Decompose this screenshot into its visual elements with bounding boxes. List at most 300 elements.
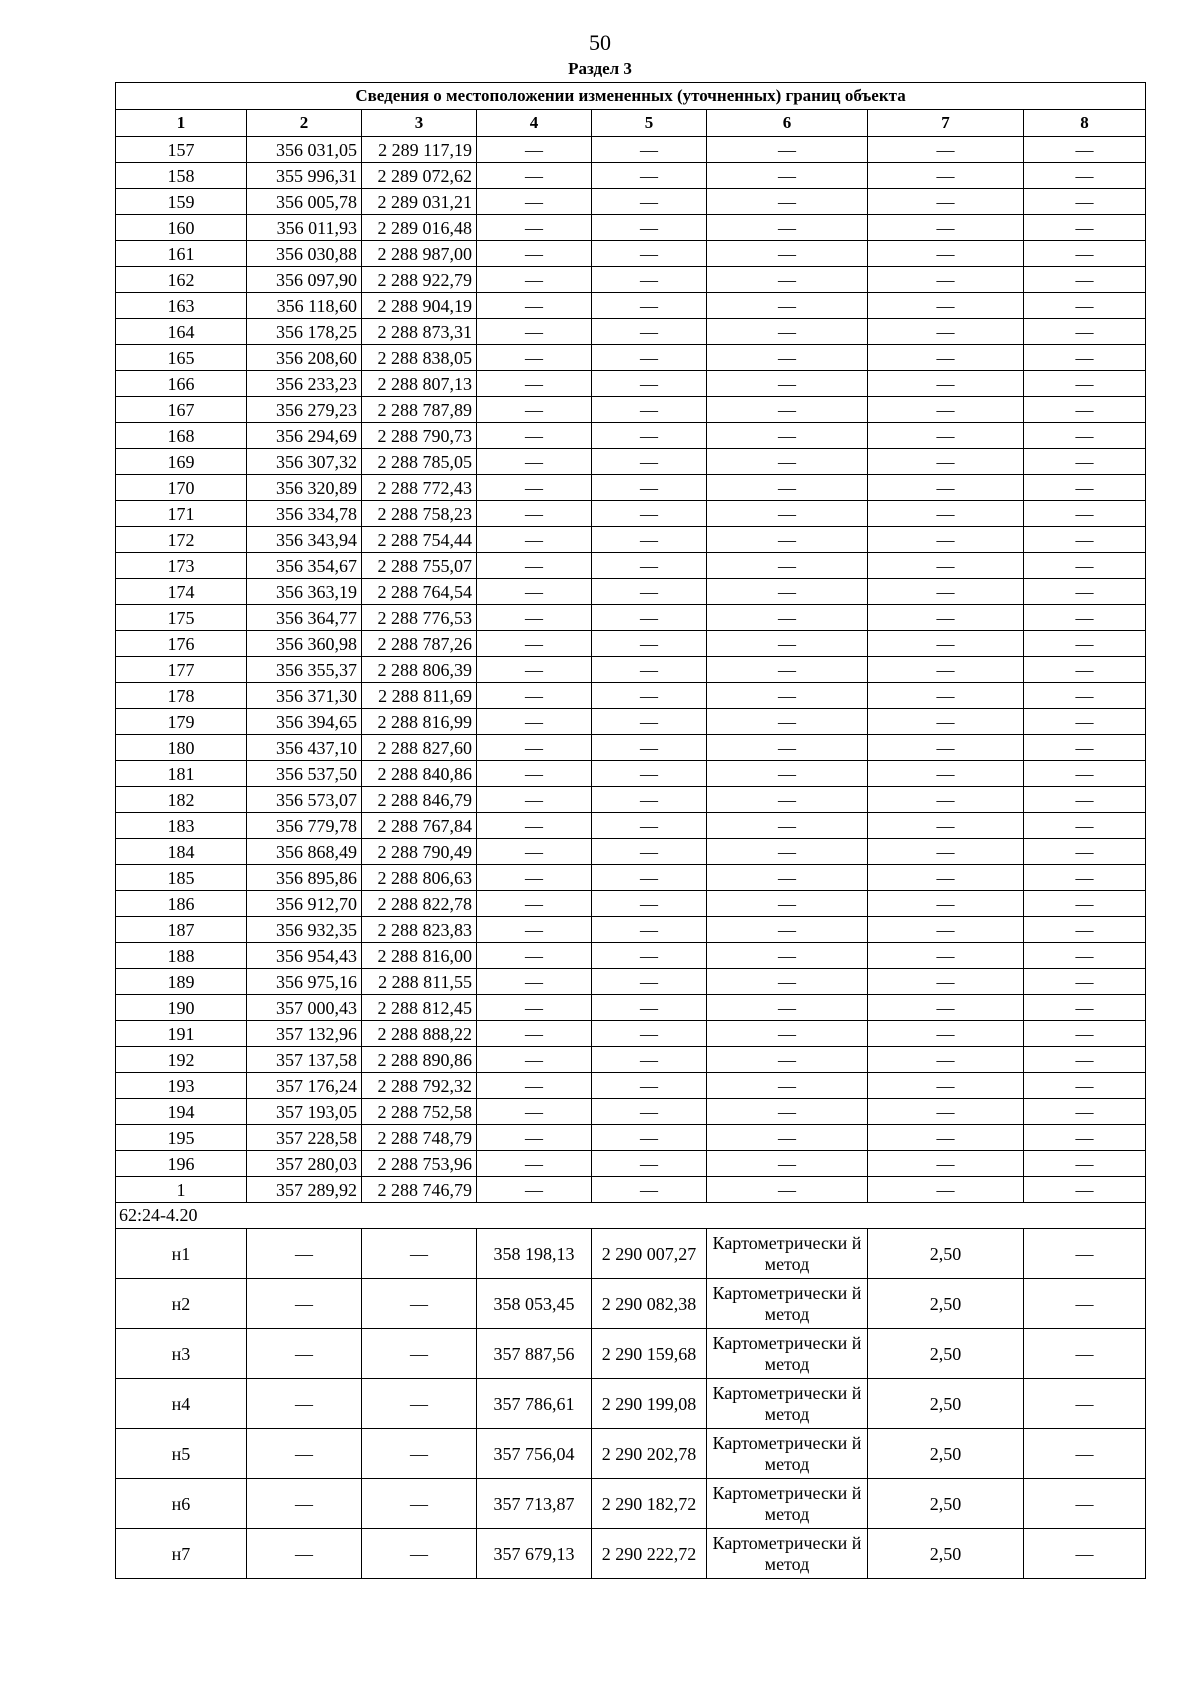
table-row [116,1151,1146,1177]
table-row [116,1047,1146,1073]
table-cell: — [868,1151,1024,1177]
table-cell: — [1024,137,1146,163]
table-cell: — [868,943,1024,969]
table-cell: 2 288 755,07 [362,553,477,579]
table-cell: — [592,969,707,995]
table-cell: — [868,787,1024,813]
table-cell: 355 996,31 [247,163,362,189]
table-cell: — [868,397,1024,423]
table-cell: — [592,215,707,241]
table-row [116,553,1146,579]
table-cell: н6 [116,1479,247,1529]
table-cell: — [1024,267,1146,293]
table-cell: — [868,423,1024,449]
table-cell: 356 932,35 [247,917,362,943]
table-cell: 162 [116,267,247,293]
table-cell: 356 030,88 [247,241,362,267]
table-cell: — [707,1151,868,1177]
table-cell: 356 208,60 [247,345,362,371]
table-cell: 170 [116,475,247,501]
table-row [116,1279,1146,1329]
table-cell: 2 288 922,79 [362,267,477,293]
table-cell: — [592,943,707,969]
table-cell: 2 288 748,79 [362,1125,477,1151]
table-cell: — [477,787,592,813]
table-cell: 2,50 [868,1379,1024,1429]
table-cell: 356 294,69 [247,423,362,449]
table-cell: 168 [116,423,247,449]
group-label-row [116,1203,1146,1229]
table-cell: — [477,397,592,423]
column-number: 5 [592,110,707,137]
table-cell: н7 [116,1529,247,1579]
table-cell: — [1024,813,1146,839]
table-cell: — [1024,969,1146,995]
table-cell: 171 [116,501,247,527]
table-cell: 2 288 840,86 [362,761,477,787]
table-cell: 2 290 082,38 [592,1279,707,1329]
table-cell: — [707,267,868,293]
table-cell: — [247,1379,362,1429]
table-cell: — [592,735,707,761]
table-cell: — [868,1125,1024,1151]
table-cell: 167 [116,397,247,423]
table-cell: — [592,865,707,891]
table-cell: — [592,1047,707,1073]
table-cell: — [592,137,707,163]
table-cell: 2 289 031,21 [362,189,477,215]
table-cell: 2 288 776,53 [362,605,477,631]
table-cell: 356 437,10 [247,735,362,761]
table-cell: — [1024,1073,1146,1099]
table-cell: 181 [116,761,247,787]
table-cell: — [1024,345,1146,371]
table-cell: — [1024,553,1146,579]
table-cell: 2 288 787,26 [362,631,477,657]
table-cell: — [707,891,868,917]
column-number: 3 [362,110,477,137]
table-cell: 357 713,87 [477,1479,592,1529]
table-cell: — [1024,163,1146,189]
table-cell: — [477,839,592,865]
table-cell: — [707,137,868,163]
table-cell: — [868,865,1024,891]
table-cell: Картометрически й метод [707,1329,868,1379]
table-row [116,1099,1146,1125]
table-cell: н3 [116,1329,247,1379]
section-title: Раздел 3 [568,59,632,78]
table-cell: — [1024,241,1146,267]
table-cell: — [1024,1379,1146,1429]
table-cell: 166 [116,371,247,397]
table-cell: 2 288 904,19 [362,293,477,319]
table-cell: — [707,917,868,943]
table-cell: н4 [116,1379,247,1429]
table-cell: — [477,189,592,215]
table-cell: — [1024,1125,1146,1151]
table-cell: — [868,631,1024,657]
boundary-table [115,82,1146,1579]
table-cell: — [477,1099,592,1125]
table-cell: 356 343,94 [247,527,362,553]
table-cell: 357 289,92 [247,1177,362,1203]
table-cell: — [868,1021,1024,1047]
table-cell: — [868,553,1024,579]
table-cell: 173 [116,553,247,579]
table-cell: — [592,449,707,475]
table-cell: 196 [116,1151,247,1177]
table-cell: 172 [116,527,247,553]
table-cell: — [477,371,592,397]
table-cell: — [1024,501,1146,527]
table-cell: — [592,475,707,501]
table-cell: — [707,1047,868,1073]
table-cell: — [477,865,592,891]
table-cell: Картометрически й метод [707,1379,868,1429]
table-cell: 2,50 [868,1279,1024,1329]
table-cell: н2 [116,1279,247,1329]
table-cell: 2 288 811,55 [362,969,477,995]
table-cell: — [477,475,592,501]
table-cell: 356 895,86 [247,865,362,891]
table-cell: — [868,345,1024,371]
table-cell: — [1024,709,1146,735]
table-cell: — [592,683,707,709]
table-cell: — [868,839,1024,865]
table-cell: 182 [116,787,247,813]
table-cell: — [707,397,868,423]
table-cell: 356 118,60 [247,293,362,319]
table-cell: — [1024,1329,1146,1379]
table-cell: — [868,319,1024,345]
table-cell: — [592,527,707,553]
table-cell: 179 [116,709,247,735]
table-cell: 2 290 199,08 [592,1379,707,1429]
table-cell: — [707,1073,868,1099]
table-cell: — [592,319,707,345]
table-row [116,1329,1146,1379]
table-cell: — [362,1479,477,1529]
table-row [116,839,1146,865]
table-cell: — [477,1125,592,1151]
table-cell: 356 912,70 [247,891,362,917]
table-row [116,683,1146,709]
table-cell: 188 [116,943,247,969]
table-cell: 2 288 807,13 [362,371,477,397]
table-cell: — [1024,189,1146,215]
table-cell: — [707,787,868,813]
table-cell: — [868,1073,1024,1099]
column-number: 8 [1024,110,1146,137]
table-cell: 356 178,25 [247,319,362,345]
table-cell: — [477,215,592,241]
table-cell: — [477,1021,592,1047]
table-cell: — [592,787,707,813]
table-cell: 164 [116,319,247,345]
table-cell: — [592,163,707,189]
table-row [116,657,1146,683]
column-number: 4 [477,110,592,137]
table-cell: — [247,1329,362,1379]
table-cell: — [707,969,868,995]
table-cell: — [477,579,592,605]
table-cell: — [477,241,592,267]
table-cell: 2 288 823,83 [362,917,477,943]
table-cell: — [1024,579,1146,605]
table-cell: 190 [116,995,247,1021]
table-cell: 356 394,65 [247,709,362,735]
table-row [116,163,1146,189]
table-cell: — [707,579,868,605]
table-cell: — [477,319,592,345]
table-row [116,345,1146,371]
table-cell: — [1024,1229,1146,1279]
table-cell: — [868,475,1024,501]
table-cell: н1 [116,1229,247,1279]
column-number: 6 [707,110,868,137]
table-cell: 356 354,67 [247,553,362,579]
table-caption: Сведения о местоположении измененных (уточненных) границ объекта [116,83,1146,110]
table-cell: — [1024,371,1146,397]
table-cell: 2 288 790,49 [362,839,477,865]
table-row [116,891,1146,917]
table-cell: — [477,709,592,735]
table-cell: 357 193,05 [247,1099,362,1125]
table-cell: — [707,1099,868,1125]
table-cell: 186 [116,891,247,917]
table-cell: — [1024,735,1146,761]
table-cell: 2,50 [868,1429,1024,1479]
table-cell: — [1024,475,1146,501]
table-cell: 356 334,78 [247,501,362,527]
table-row [116,1529,1146,1579]
table-cell: — [707,189,868,215]
table-cell: — [868,813,1024,839]
table-cell: 191 [116,1021,247,1047]
table-cell: 356 360,98 [247,631,362,657]
table-row [116,813,1146,839]
table-cell: — [1024,319,1146,345]
table-row [116,1379,1146,1429]
table-cell: — [1024,839,1146,865]
table-cell: — [477,1073,592,1099]
table-cell: — [477,657,592,683]
table-cell: 184 [116,839,247,865]
table-row [116,137,1146,163]
table-cell: — [707,1021,868,1047]
table-cell: 169 [116,449,247,475]
table-cell: — [477,813,592,839]
table-cell: 357 137,58 [247,1047,362,1073]
table-cell: 2 290 007,27 [592,1229,707,1279]
table-cell: — [477,553,592,579]
table-cell: 185 [116,865,247,891]
table-cell: 158 [116,163,247,189]
table-cell: 1 [116,1177,247,1203]
table-cell: — [1024,1479,1146,1529]
table-cell: — [868,449,1024,475]
table-row [116,527,1146,553]
table-cell: Картометрически й метод [707,1279,868,1329]
table-cell: — [707,527,868,553]
table-cell: 356 005,78 [247,189,362,215]
table-cell: — [477,969,592,995]
table-cell: 2 288 816,99 [362,709,477,735]
table-cell: 183 [116,813,247,839]
column-number: 1 [116,110,247,137]
table-row [116,865,1146,891]
table-cell: — [1024,1529,1146,1579]
table-cell: — [1024,995,1146,1021]
table-cell: 2 289 072,62 [362,163,477,189]
table-cell: — [477,943,592,969]
table-cell: 356 363,19 [247,579,362,605]
table-row [116,1073,1146,1099]
table-cell: — [477,1177,592,1203]
table-row [116,371,1146,397]
table-cell: — [592,839,707,865]
table-cell: — [707,501,868,527]
table-cell: 2 288 752,58 [362,1099,477,1125]
table-cell: 357 887,56 [477,1329,592,1379]
table-cell: — [362,1529,477,1579]
table-cell: — [707,839,868,865]
table-cell: 356 011,93 [247,215,362,241]
table-cell: — [477,995,592,1021]
table-row [116,397,1146,423]
column-number: 2 [247,110,362,137]
table-cell: — [592,267,707,293]
table-cell: — [592,293,707,319]
table-cell: — [868,527,1024,553]
table-cell: — [868,1099,1024,1125]
table-cell: — [362,1229,477,1279]
table-cell: — [592,579,707,605]
table-cell: 358 198,13 [477,1229,592,1279]
table-cell: — [707,735,868,761]
table-cell: — [868,969,1024,995]
table-row [116,943,1146,969]
table-cell: — [868,137,1024,163]
table-cell: 195 [116,1125,247,1151]
table-cell: 157 [116,137,247,163]
table-cell: 2 288 758,23 [362,501,477,527]
table-row [116,267,1146,293]
table-cell: — [477,137,592,163]
table-cell: 2 290 222,72 [592,1529,707,1579]
table-cell: — [868,163,1024,189]
table-row [116,449,1146,475]
table-cell: 177 [116,657,247,683]
table-cell: — [477,917,592,943]
table-cell: — [592,605,707,631]
table-cell: — [1024,1279,1146,1329]
table-cell: — [477,1047,592,1073]
table-row [116,787,1146,813]
table-cell: 192 [116,1047,247,1073]
table-cell: — [1024,917,1146,943]
table-cell: 2 288 888,22 [362,1021,477,1047]
table-cell: 357 280,03 [247,1151,362,1177]
table-cell: 356 031,05 [247,137,362,163]
table-cell: 2,50 [868,1529,1024,1579]
table-cell: — [707,553,868,579]
table-cell: — [477,891,592,917]
table-cell: — [592,761,707,787]
table-row [116,969,1146,995]
table-cell: — [592,917,707,943]
table-cell: — [592,553,707,579]
table-cell: 2,50 [868,1479,1024,1529]
table-cell: 189 [116,969,247,995]
table-cell: 2 288 873,31 [362,319,477,345]
table-cell: — [868,579,1024,605]
table-cell: 356 307,32 [247,449,362,475]
table-cell: Картометрически й метод [707,1479,868,1529]
table-cell: 2 288 806,63 [362,865,477,891]
table-cell: 175 [116,605,247,631]
table-cell: — [707,865,868,891]
table-row [116,605,1146,631]
column-number: 7 [868,110,1024,137]
table-cell: — [868,709,1024,735]
table-cell: — [592,1099,707,1125]
table-cell: 356 868,49 [247,839,362,865]
table-cell: 2 288 764,54 [362,579,477,605]
table-cell: — [1024,605,1146,631]
table-cell: — [1024,527,1146,553]
table-cell: н5 [116,1429,247,1479]
group-label: 62:24-4.20 [116,1203,1146,1229]
table-cell: — [592,657,707,683]
table-row [116,631,1146,657]
table-cell: — [247,1479,362,1529]
table-cell: — [868,241,1024,267]
table-cell: 358 053,45 [477,1279,592,1329]
table-cell: — [477,1151,592,1177]
table-cell: — [1024,449,1146,475]
table-cell: 356 975,16 [247,969,362,995]
column-number-row [116,110,1146,137]
table-row [116,475,1146,501]
table-cell: 357 176,24 [247,1073,362,1099]
table-cell: — [707,813,868,839]
table-cell: — [868,1047,1024,1073]
table-cell: 2 288 806,39 [362,657,477,683]
table-cell: 2 289 016,48 [362,215,477,241]
table-cell: 356 954,43 [247,943,362,969]
table-cell: 163 [116,293,247,319]
table-cell: — [592,241,707,267]
table-cell: — [1024,293,1146,319]
table-cell: — [592,423,707,449]
table-cell: — [1024,761,1146,787]
table-row [116,319,1146,345]
table-cell: — [592,891,707,917]
table-cell: 2 288 838,05 [362,345,477,371]
table-cell: — [1024,631,1146,657]
table-cell: — [707,449,868,475]
table-cell: 2 288 987,00 [362,241,477,267]
table-cell: — [477,631,592,657]
table-cell: — [362,1279,477,1329]
table-cell: 2 288 767,84 [362,813,477,839]
table-row [116,293,1146,319]
table-caption-row [116,83,1146,110]
table-cell: 193 [116,1073,247,1099]
table-cell: — [247,1429,362,1479]
table-row [116,241,1146,267]
